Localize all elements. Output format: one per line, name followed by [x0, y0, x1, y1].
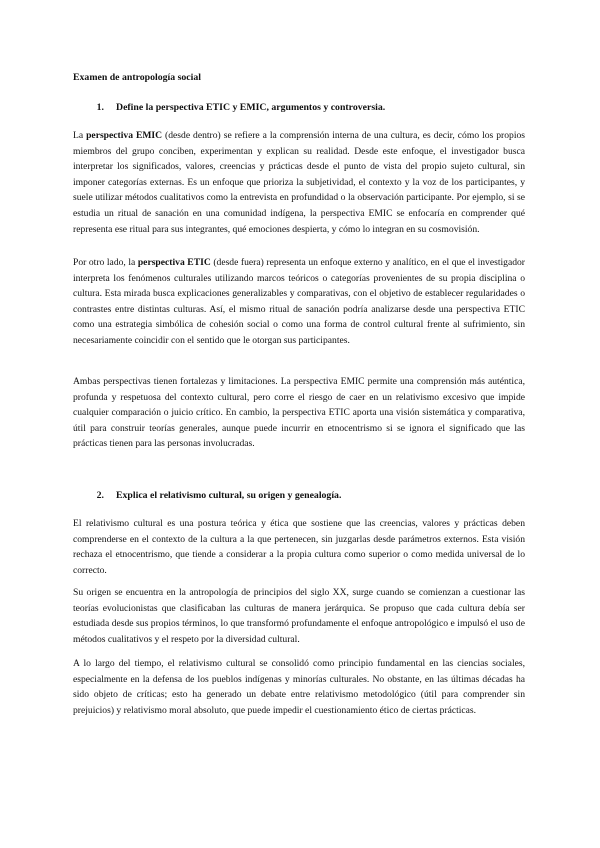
section-number-2: 2. [96, 490, 104, 501]
paragraph-relativism-origin: Su origen se encuentra en la antropología de principios del siglo XX, surge cuando se comienzan a cuestionar las teorías evolucionistas que clasificaban las culturas de manera jerárquica. Se propuso que cada cultura debía ser estudiada desde sus propios términos, lo que transformó profundamente el enfoque antropológico e impulsó el uso de métodos cualitativos y el respeto por la diversidad cultural. [73, 587, 525, 645]
section-title-2: Explica el relativismo cultural, su origen y genealogía. [116, 490, 342, 501]
section-title-1: Define la perspectiva ETIC y EMIC, argumentos y controversia. [116, 102, 386, 113]
term-etic: perspectiva ETIC [137, 257, 211, 268]
section-heading-1 [92, 100, 385, 116]
paragraph-etic-body: (desde fuera) representa un enfoque externo y analítico, en el que el investigador interpreta los fenómenos culturales utilizando marcos teóricos o categorías provenientes de su propia disciplina o cultura. Esta mirada busca explicaciones generalizables y comparativas, con el objetivo de establecer regularidades o contrastes entre distintas culturas. Así, el mismo ritual de sanación podría analizarse desde una perspectiva ETIC como una estrategia simbólica de cohesión social o como una forma de control cultural frente al sufrimiento, sin necesariamente coincidir con el sentido que le otorgan sus participantes. [73, 257, 526, 346]
paragraph-emic-lead: La [73, 130, 87, 141]
paragraph-emic [73, 128, 525, 237]
paragraph-emic-body: (desde dentro) se refiere a la comprensión interna de una cultura, es decir, cómo los propios miembros del grupo conciben, experimentan y explican su realidad. Desde este enfoque, el investigador busca interpretar los significados, valores, creencias y prácticas desde el punto de vista del propio sujeto cultural, sin imponer categorías externas. Es un enfoque que prioriza la subjetividad, el contexto y la voz de los participantes, y suele utilizar métodos cualitativos como la entrevista en profundidad o la observación participante. Por ejemplo, si se estudia un ritual de sanación en una comunidad indígena, la perspectiva EMIC se enfocaría en comprender qué representa ese ritual para sus integrantes, qué emociones despierta, y cómo lo integran en su cosmovisión. [73, 130, 526, 235]
section-heading-2 [92, 488, 341, 504]
paragraph-etic [73, 255, 525, 349]
paragraph-relativism-definition: El relativismo cultural es una postura teórica y ética que sostiene que las creencias, valores y prácticas deben comprenderse en el contexto de la cultura a la que pertenecen, sin juzgarlas desde parámetros externos. Esta visión rechaza el etnocentrismo, que tiende a considerar a la propia cultura como superior o como medida universal de lo correcto. [73, 518, 525, 576]
term-emic: perspectiva EMIC [86, 130, 163, 141]
document-title: Examen de antropología social [73, 72, 202, 83]
paragraph-etic-lead: Por otro lado, la [73, 257, 138, 268]
paragraph-relativism-genealogy: A lo largo del tiempo, el relativismo cultural se consolidó como principio fundamental en las ciencias sociales, especialmente en la defensa de los pueblos indígenas y minorías culturales. No obstante, en las últimas décadas ha sido objeto de críticas; esto ha generado un debate entre relativismo metodológico (útil para comprender sin prejuicios) y relativismo moral absoluto, que puede impedir el cuestionamiento ético de ciertas prácticas. [73, 658, 525, 716]
section-number-1: 1. [96, 102, 104, 113]
paragraph-comparison: Ambas perspectivas tienen fortalezas y limitaciones. La perspectiva EMIC permite una comprensión más auténtica, profunda y respetuosa del contexto cultural, pero corre el riesgo de caer en un relativismo excesivo que impide cualquier comparación o juicio crítico. En cambio, la perspectiva ETIC aporta una visión sistemática y comparativa, útil para construir teorías generales, aunque puede incurrir en etnocentrismo si se ignora el significado que las prácticas tienen para las personas involucradas. [73, 376, 525, 450]
